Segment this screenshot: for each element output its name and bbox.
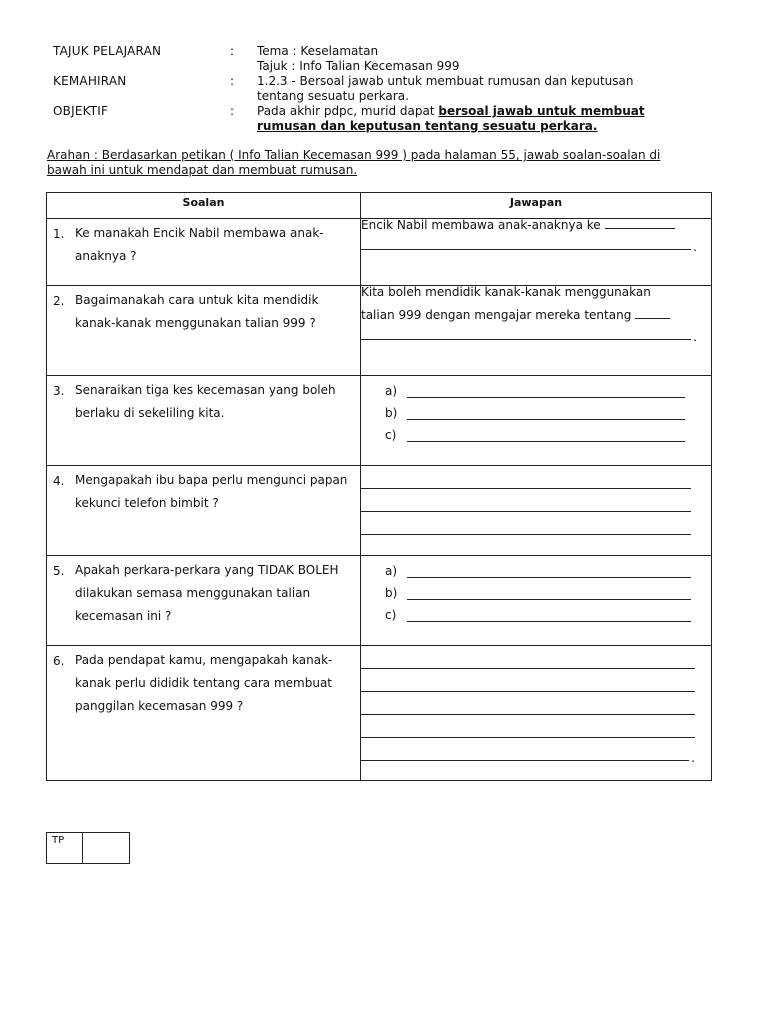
answer-option[interactable]: c) (385, 420, 711, 442)
header-row-objektif (53, 104, 713, 134)
column-header-answer: Jawapan (361, 193, 712, 219)
table-row (47, 219, 712, 286)
answer-option[interactable]: b) (385, 398, 711, 420)
question-text: Ke manakah Encik Nabil membawa anak-anaknya ? (75, 226, 324, 263)
answer-line[interactable] (361, 692, 695, 715)
header-colon: : (230, 44, 235, 58)
answer-line[interactable] (361, 466, 691, 489)
table-row (47, 376, 712, 466)
lesson-header (53, 44, 713, 134)
header-objective-bold-1: bersoal jawab untuk membuat (438, 104, 645, 118)
question-text: Pada pendapat kamu, mengapakah kanak-kanak perlu dididik tentang cara membuat panggilan kecemasan 999 ? (75, 653, 333, 713)
header-title: Tajuk : Info Talian Kecemasan 999 (257, 59, 460, 73)
answer-option[interactable]: a) (385, 556, 711, 578)
tp-value-field[interactable] (83, 833, 129, 863)
header-row-kemahiran (53, 74, 713, 104)
header-skill-line-2: tentang sesuatu perkara. (257, 89, 409, 103)
header-colon: : (230, 74, 235, 88)
answer-cell[interactable] (361, 556, 712, 646)
instruction (47, 148, 727, 178)
question-number: 1. (53, 227, 65, 241)
answer-option[interactable]: c) (385, 600, 711, 622)
question-answer-table (46, 192, 712, 781)
header-objective-bold-2: rumusan dan keputusan tentang sesuatu perkara. (257, 119, 598, 133)
answer-cell[interactable] (361, 286, 712, 376)
header-label: KEMAHIRAN (53, 74, 127, 88)
tp-label: TP (47, 833, 83, 863)
answer-line[interactable] (361, 512, 691, 535)
question-number: 2. (53, 294, 65, 308)
answer-cell[interactable] (361, 219, 712, 286)
answer-line[interactable] (361, 489, 691, 512)
header-colon: : (230, 104, 235, 118)
table-row (47, 286, 712, 376)
header-objective-prefix: Pada akhir pdpc, murid dapat (257, 104, 439, 118)
instruction-line-2: bawah ini untuk mendapat dan membuat rumusan. (47, 163, 358, 177)
instruction-line-1: Arahan : Berdasarkan petikan ( Info Talian Kecemasan 999 ) pada halaman 55, jawab soalan-soalan di (47, 148, 661, 162)
header-skill-line-1: 1.2.3 - Bersoal jawab untuk membuat rumusan dan keputusan (257, 74, 634, 88)
answer-prompt-line-1: Kita boleh mendidik kanak-kanak menggunakan (361, 285, 651, 299)
table-row (47, 556, 712, 646)
answer-option[interactable]: a) (385, 376, 711, 398)
answer-line[interactable] (361, 738, 689, 761)
answer-option[interactable]: b) (385, 578, 711, 600)
answer-line[interactable] (361, 715, 695, 738)
answer-cell[interactable] (361, 376, 712, 466)
table-row (47, 646, 712, 781)
answer-cell[interactable] (361, 466, 712, 556)
column-header-question: Soalan (47, 193, 361, 219)
answer-cell[interactable] (361, 646, 712, 781)
answer-line[interactable] (361, 646, 695, 669)
answer-line[interactable] (361, 669, 695, 692)
answer-prompt: Encik Nabil membawa anak-anaknya ke (361, 218, 601, 232)
question-number: 6. (53, 654, 65, 668)
header-theme: Tema : Keselamatan (257, 44, 379, 58)
question-text: Apakah perkara-perkara yang TIDAK BOLEH dilakukan semasa menggunakan talian kecemasan ini ? (75, 563, 339, 623)
question-number: 4. (53, 474, 65, 488)
tp-score-box (46, 832, 130, 864)
header-row-tajuk (53, 44, 713, 74)
header-label: OBJEKTIF (53, 104, 109, 118)
answer-prompt-line-2: talian 999 dengan mengajar mereka tentang (361, 308, 632, 322)
table-row (47, 466, 712, 556)
question-text: Bagaimanakah cara untuk kita mendidik kanak-kanak menggunakan talian 999 ? (75, 293, 319, 330)
question-number: 3. (53, 384, 65, 398)
question-number: 5. (53, 564, 65, 578)
question-text: Mengapakah ibu bapa perlu mengunci papan kekunci telefon bimbit ? (75, 473, 348, 510)
question-text: Senaraikan tiga kes kecemasan yang boleh berlaku di sekeliling kita. (75, 383, 336, 420)
answer-line[interactable] (361, 227, 691, 250)
header-label: TAJUK PELAJARAN (53, 44, 162, 58)
answer-line[interactable] (361, 317, 691, 340)
